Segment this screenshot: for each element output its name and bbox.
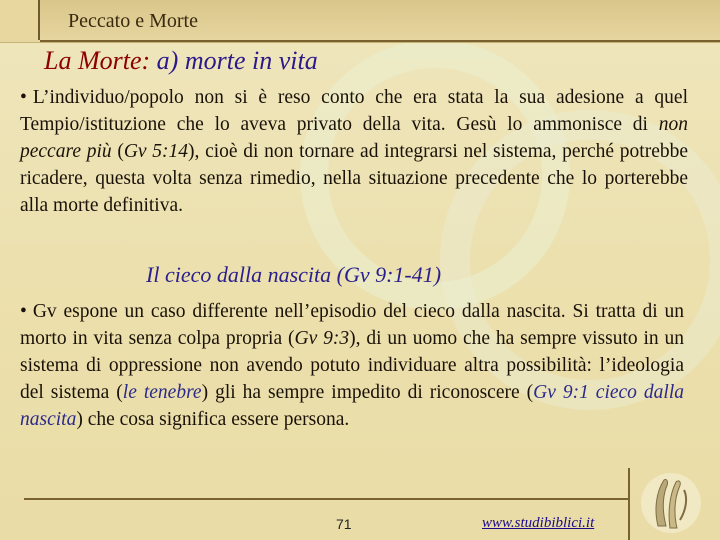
para1-text-a: L’individuo/popolo non si è reso conto che era stata la sua adesione a quel Tempio/istituzione che lo aveva privato della vita. Gesù lo ammonisce di — [20, 87, 688, 135]
section-title — [44, 46, 318, 76]
site-link[interactable]: www.studibiblici.it — [482, 515, 595, 531]
bullet: • — [20, 301, 27, 322]
para1-ital-a: non peccare più — [20, 114, 688, 162]
para2-text-d: ) che cosa significa essere persona. — [76, 409, 350, 430]
para1-ital-b: Gv 5:14 — [123, 141, 189, 162]
corner-decoration — [0, 0, 40, 40]
paragraph-1 — [20, 84, 688, 219]
footer-divider-vertical — [628, 468, 630, 540]
section-title-part2: a) morte in vita — [150, 46, 318, 75]
para2-ital-b: le tenebre — [122, 382, 202, 403]
para1-text-c: ), cioè di non tornare ad integrarsi nel sistema, perché potrebbe ricadere, questa volta senza rimedio, nella situazione precedente che lo porterebbe alla morte definitiva. — [20, 141, 689, 216]
studibiblici-logo-icon — [636, 470, 706, 536]
header-title: Peccato e Morte — [68, 10, 198, 32]
bullet: • — [20, 87, 27, 108]
footer-divider — [24, 498, 628, 500]
para2-ital-a: Gv 9:3 — [294, 328, 350, 349]
header-divider — [40, 40, 720, 42]
section-title-part1: La Morte: — [44, 46, 151, 75]
para2-text-a: Gv espone un caso differente nell’episodio del cieco dalla nascita. Si tratta di un morto in vita senza colpa propria ( — [20, 301, 684, 349]
subheading: Il cieco dalla nascita (Gv 9:1-41) — [146, 262, 442, 287]
para2-text-c: ) gli ha sempre impedito di riconoscere ( — [201, 382, 534, 403]
para1-text-b: ( — [111, 141, 124, 162]
page-number: 71 — [336, 516, 352, 532]
para2-ital-c: Gv 9:1 cieco dalla nascita — [20, 382, 685, 430]
para2-text-b: ), di un uomo che ha sempre vissuto in un sistema di oppressione non avendo potuto individuare altra possibilità: l’ideologia del sistema ( — [20, 328, 684, 403]
paragraph-2 — [20, 298, 684, 433]
